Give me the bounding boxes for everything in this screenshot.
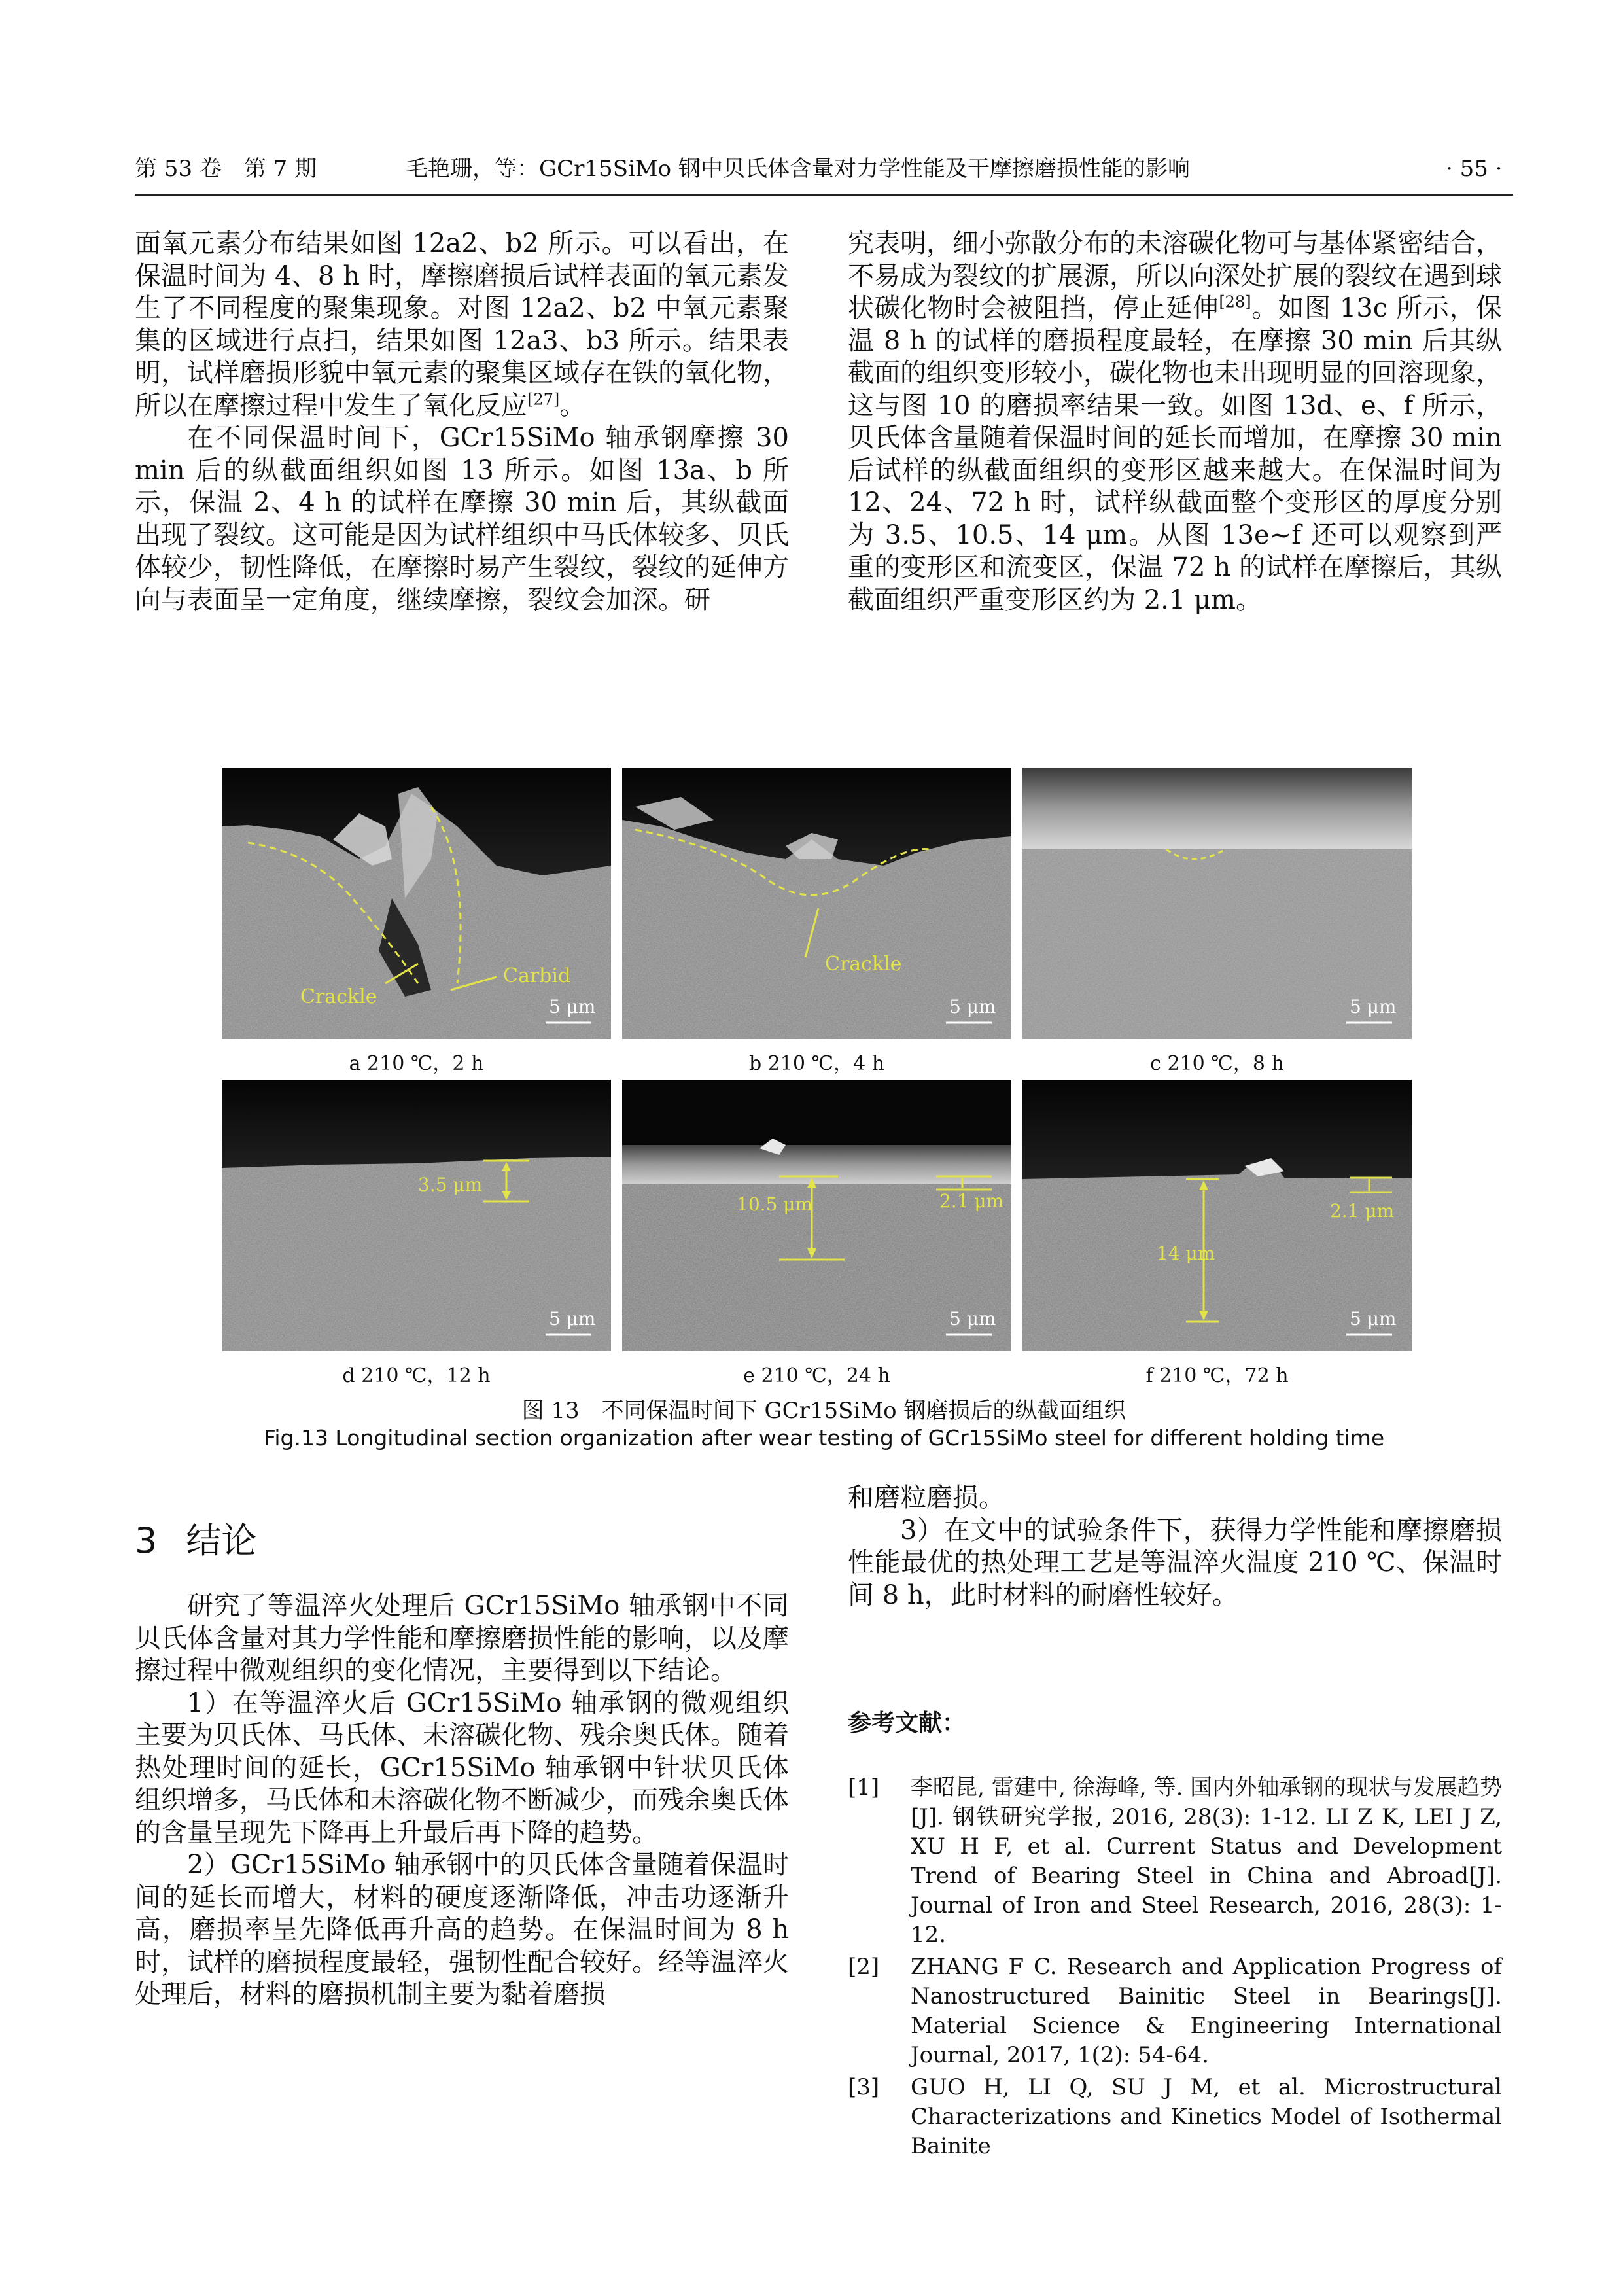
paragraph: 1）在等温淬火后 GCr15SiMo 轴承钢的微观组织主要为贝氏体、马氏体、未溶碳化物、残余奥氏体。随着热处理时间的延长，GCr15SiMo 轴承钢中针状贝氏体组织增多，马氏体和未溶碳化物不断减少，而残余奥氏体的含量呈现先下降再上升最后再下降的趋势。 <box>135 1687 789 1848</box>
annotation-crackle: Crackle <box>300 985 377 1008</box>
panel-label-e: e 210 ℃，24 h <box>743 1364 890 1387</box>
annotation-thickness: 14 μm <box>1157 1243 1215 1264</box>
figure-panel-a <box>222 768 611 1039</box>
reference-item: [3] GUO H, LI Q, SU J M, et al. Microstructural Characterizations and Kinetics Model of Isothermal Bainite <box>848 2074 1502 2159</box>
journal-issue: 第 53 卷 第 7 期 <box>135 156 317 182</box>
left-column-bottom <box>135 1590 789 2011</box>
scale-bar-label: 5 μm <box>949 996 996 1017</box>
annotation-severe-zone: 2.1 μm <box>939 1190 1004 1212</box>
reference-item: [2] ZHANG F C. Research and Application Progress of Nanostructured Bainitic Steel in Bearings[J]. Material Science & Engineering International Journal, 2017, 1(2): 54-64. <box>848 1954 1502 2068</box>
panel-label-a: a 210 ℃，2 h <box>349 1052 484 1075</box>
right-column-bottom <box>848 1482 1502 1612</box>
paragraph: 究表明，细小弥散分布的未溶碳化物可与基体紧密结合，不易成为裂纹的扩展源，所以向深处扩展的裂纹在遇到球状碳化物时会被阻挡，停止延伸[28]。如图 13c 所示，保温 8 h 的试样的磨损程度最轻，在摩擦 30 min 后其纵截面的组织变形较小，碳化物也未出现明显的回溶现象，这与图 10 的磨损率结果一致。如图 13d、e、f 所示，贝氏体含量随着保温时间的延长而增加，在摩擦 30 min 后试样的纵截面组织的变形区越来越大。在保温时间为 12、24、72 h 时，试样纵截面整个变形区的厚度分别为 3.5、10.5、14 μm。从图 13e~f 还可以观察到严重的变形区和流变区，保温 72 h 的试样在摩擦后，其纵截面组织严重变形区约为 2.1 μm。 <box>848 228 1503 615</box>
panel-label-f: f 210 ℃，72 h <box>1145 1364 1289 1387</box>
figure-panel-c <box>1022 768 1412 1039</box>
reference-item: [1] 李昭昆, 雷建中, 徐海峰, 等. 国内外轴承钢的现状与发展趋势[J]. 钢铁研究学报, 2016, 28(3): 1-12. LI Z K, LEI J Z, XU H F, et al. Current Status and Development Trend of Bearing Steel in China and Abroad[J]. Journal of Iron and Steel Research, 2016, 28(3): 1-12. <box>848 1775 1502 1948</box>
paragraph: 和磨粒磨损。 <box>848 1483 1005 1513</box>
figure-panel-d <box>222 1080 611 1351</box>
section-title: 结论 <box>186 1520 257 1561</box>
scale-bar-label: 5 μm <box>949 1308 996 1330</box>
figure-panel-b <box>622 768 1011 1039</box>
panel-label-c: c 210 ℃，8 h <box>1150 1052 1284 1075</box>
annotation-severe-zone: 2.1 μm <box>1330 1200 1395 1222</box>
left-column-top <box>135 228 789 616</box>
references-list <box>848 1773 1502 2164</box>
figure-caption-cn: 图 13 不同保温时间下 GCr15SiMo 钢磨损后的纵截面组织 <box>521 1398 1126 1424</box>
scale-bar-label: 5 μm <box>549 1308 596 1330</box>
annotation-crackle: Crackle <box>825 953 902 976</box>
references-title: 参考文献： <box>848 1710 966 1737</box>
page-number: · 55 · <box>1446 156 1503 182</box>
section-heading <box>135 1521 256 1561</box>
scale-bar-label: 5 μm <box>1350 996 1397 1017</box>
annotation-thickness: 3.5 μm <box>418 1174 483 1195</box>
paragraph: 2）GCr15SiMo 轴承钢中的贝氏体含量随着保温时间的延长而增大，材料的硬度逐渐降低，冲击功逐渐升高，磨损率呈先降低再升高的趋势。在保温时间为 8 h 时，试样的磨损程度最轻，强韧性配合较好。经等温淬火处理后，材料的磨损机制主要为黏着磨损 <box>135 1850 789 2009</box>
panel-label-d: d 210 ℃，12 h <box>342 1364 491 1387</box>
header-rule <box>135 194 1513 196</box>
section-number: 3 <box>135 1520 158 1561</box>
paragraph: 3）在文中的试验条件下，获得力学性能和摩擦磨损性能最优的热处理工艺是等温淬火温度 210 ℃、保温时间 8 h，此时材料的耐磨性较好。 <box>848 1515 1502 1610</box>
annotation-thickness: 10.5 μm <box>737 1193 812 1215</box>
paragraph: 面氧元素分布结果如图 12a2、b2 所示。可以看出，在保温时间为 4、8 h 时，摩擦磨损后试样表面的氧元素发生了不同程度的聚集现象。对图 12a2、b2 中氧元素聚集的区域进行点扫，结果如图 12a3、b3 所示。结果表明，试样磨损形貌中氧元素的聚集区域存在铁的氧化物，所以在摩擦过程中发生了氧化反应[27]。 <box>135 228 789 421</box>
figure-panel-f <box>1022 1080 1412 1351</box>
panel-label-b: b 210 ℃，4 h <box>748 1052 885 1075</box>
paragraph: 研究了等温淬火处理后 GCr15SiMo 轴承钢中不同贝氏体含量对其力学性能和摩擦磨损性能的影响，以及摩擦过程中微观组织的变化情况，主要得到以下结论。 <box>135 1591 789 1686</box>
annotation-carbid: Carbid <box>503 964 571 987</box>
right-column-top <box>848 228 1502 616</box>
figure-caption-en: Fig.13 Longitudinal section organization after wear testing of GCr15SiMo steel for different holding time <box>263 1425 1385 1451</box>
running-title: 毛艳珊，等：GCr15SiMo 钢中贝氏体含量对力学性能及干摩擦磨损性能的影响 <box>406 156 1190 182</box>
scale-bar-label: 5 μm <box>549 996 596 1017</box>
figure-panel-e <box>622 1080 1011 1351</box>
scale-bar-label: 5 μm <box>1350 1308 1397 1330</box>
paragraph: 在不同保温时间下，GCr15SiMo 轴承钢摩擦 30 min 后的纵截面组织如图 13 所示。如图 13a、b 所示，保温 2、4 h 的试样在摩擦 30 min 后，其纵截面出现了裂纹。这可能是因为试样组织中马氏体较多、贝氏体较少，韧性降低，在摩擦时易产生裂纹，裂纹的延伸方向与表面呈一定角度，继续摩擦，裂纹会加深。研 <box>135 423 789 615</box>
